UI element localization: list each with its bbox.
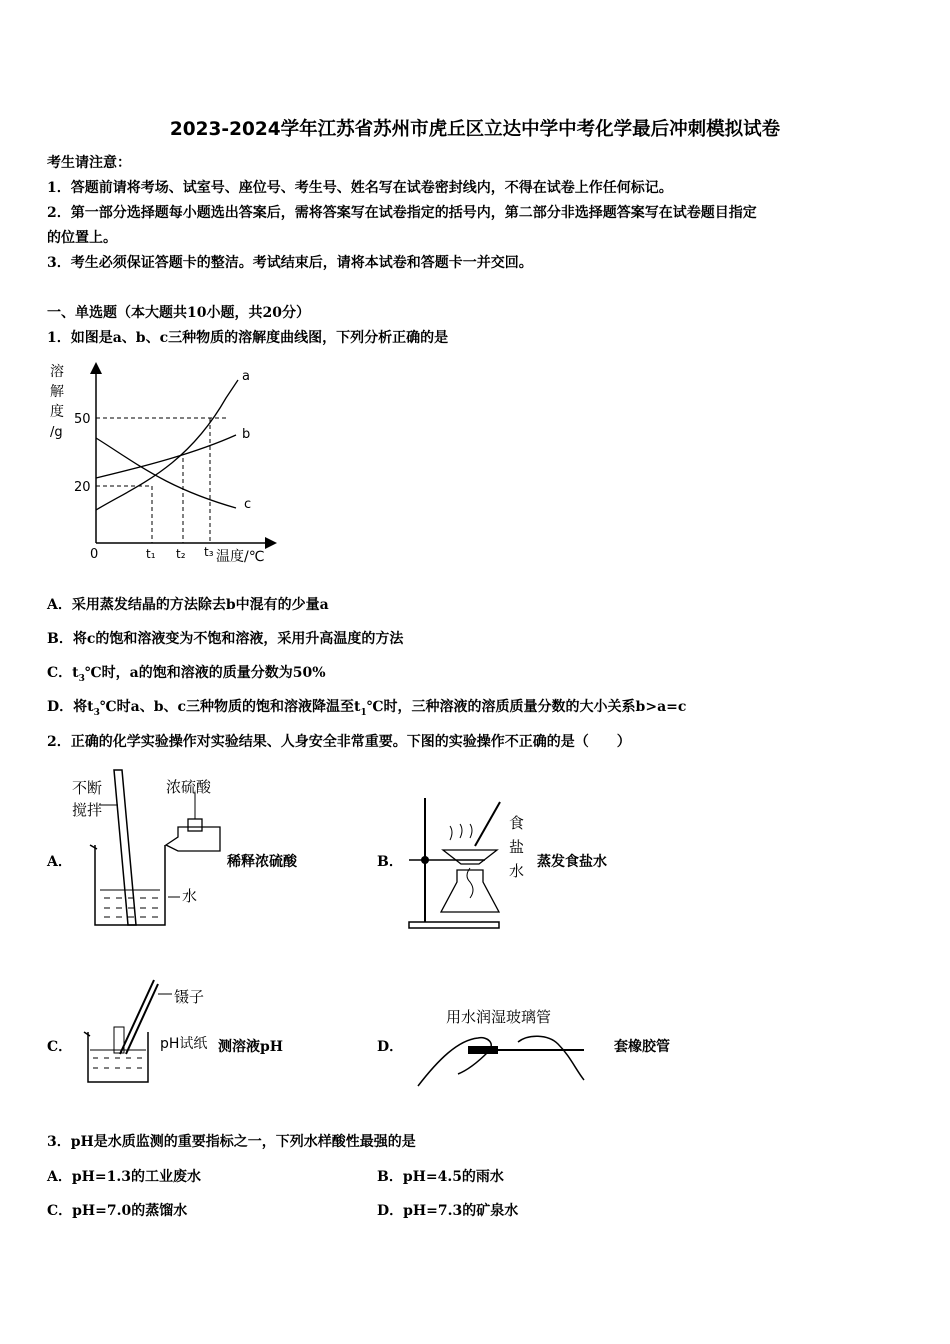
left-hand — [418, 1038, 491, 1086]
water-label: 水 — [182, 887, 198, 905]
q2-option-d-letter: D． — [377, 1039, 404, 1055]
question-2-stem: 2．正确的化学实验操作对实验结果、人身安全非常重要。下图的实验操作不正确的是（ ） — [47, 734, 631, 750]
stir-label-2: 搅拌 — [72, 801, 103, 819]
curve-a-label: a — [242, 369, 250, 384]
evaporate-figure — [395, 790, 535, 940]
y-label-1: 溶 — [50, 364, 64, 380]
section-heading: 一、单选题（本大题共10小题，共20分） — [47, 305, 310, 321]
question-3-stem: 3．pH是水质监测的重要指标之一，下列水样酸性最强的是 — [47, 1134, 416, 1150]
q1-option-b: B．将c的饱和溶液变为不饱和溶液，采用升高温度的方法 — [47, 631, 404, 647]
notice-heading: 考生请注意： — [47, 155, 131, 171]
q3-option-c: C．pH=7.0的蒸馏水 — [47, 1203, 188, 1219]
q1-option-c: C．$t_3℃$时，a的饱和溶液的质量分数为50% — [47, 665, 326, 684]
glass-rod — [475, 802, 500, 846]
q2-option-b-caption: 蒸发食盐水 — [537, 854, 607, 870]
page-title: 2023-2024学年江苏省苏州市虎丘区立达中学中考化学最后冲刺模拟试卷 — [169, 119, 781, 140]
salt-label-3: 水 — [509, 862, 525, 880]
q1-option-a: A．采用蒸发结晶的方法除去b中混有的少量a — [47, 597, 329, 613]
curve-b — [96, 435, 236, 478]
right-hand — [518, 1036, 584, 1080]
t2-label: t₂ — [176, 547, 186, 561]
notice-item: 1．答题前请将考场、试室号、座位号、考生号、姓名写在试卷密封线内，不得在试卷上作任何标记。 — [47, 180, 673, 196]
measure-ph-figure — [78, 972, 228, 1092]
q1-option-d: D．将$t_3℃$时a、b、c三种物质的饱和溶液降温至$t_1℃$时，三种溶液的溶质质量分数的大小关系b>a=c — [47, 699, 687, 718]
tick-50: 50 — [74, 412, 91, 427]
tweezers-label: 镊子 — [174, 988, 205, 1006]
q3-option-a: A．pH=1.3的工业废水 — [47, 1169, 201, 1185]
salt-label-1: 食 — [509, 814, 525, 832]
curve-a — [96, 380, 238, 510]
tweezers — [120, 980, 154, 1054]
notice-item: 的位置上。 — [47, 230, 117, 246]
q2-option-c-letter: C． — [47, 1039, 73, 1055]
q3-option-b: B．pH=4.5的雨水 — [377, 1169, 504, 1185]
ph-paper-label: pH试纸 — [160, 1036, 208, 1052]
y-label-4: /g — [50, 425, 63, 440]
question-1-stem: 1．如图是a、b、c三种物质的溶解度曲线图，下列分析正确的是 — [47, 330, 449, 346]
evaporating-dish — [443, 850, 497, 864]
curve-c-label: c — [244, 497, 252, 512]
q2-option-d-caption: 套橡胶管 — [614, 1039, 670, 1055]
notice-item: 2．第一部分选择题每小题选出答案后，需将答案写在试卷指定的括号内，第二部分非选择题答案写在试卷题目指定 — [47, 205, 757, 221]
q2-option-a-letter: A． — [47, 854, 72, 870]
y-label-2: 解 — [50, 384, 64, 400]
q2-option-a-caption: 稀释浓硫酸 — [227, 854, 297, 870]
stir-label-1: 不断 — [72, 779, 103, 797]
wet-tube-label: 用水润湿玻璃管 — [446, 1008, 552, 1026]
y-label-3: 度 — [50, 404, 64, 420]
notice-item: 3．考生必须保证答题卡的整洁。考试结束后，请将本试卷和答题卡一并交回。 — [47, 255, 533, 271]
t1-label: t₁ — [146, 547, 156, 561]
curve-b-label: b — [242, 427, 251, 442]
dilute-acid-figure — [70, 765, 230, 935]
salt-label-2: 盐 — [509, 838, 525, 856]
alcohol-lamp — [441, 870, 499, 912]
x-label: 温度/℃ — [216, 549, 265, 565]
acid-label: 浓硫酸 — [166, 778, 212, 796]
q3-option-d: D．pH=7.3的矿泉水 — [377, 1203, 519, 1219]
t3-label: t₃ — [204, 545, 214, 559]
q2-option-c-caption: 测溶液pH — [218, 1039, 284, 1055]
glass-rod — [114, 770, 136, 925]
rubber-tube — [468, 1046, 498, 1054]
rubber-tube-figure — [408, 1000, 598, 1100]
q2-option-b-letter: B． — [377, 854, 403, 870]
tick-20: 20 — [74, 480, 91, 495]
origin-label: 0 — [90, 547, 99, 562]
solubility-graph — [46, 358, 276, 568]
